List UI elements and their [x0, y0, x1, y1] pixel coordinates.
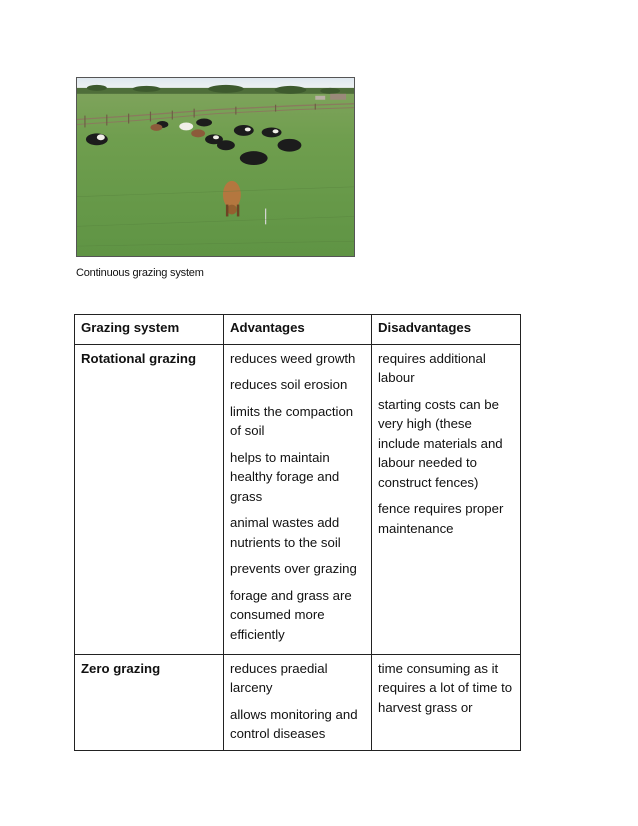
system-cell: Rotational grazing: [75, 344, 224, 654]
header-grazing-system: Grazing system: [75, 315, 224, 345]
figure-caption: Continuous grazing system: [76, 267, 204, 279]
advantage-item: helps to maintain healthy forage and grass: [230, 449, 340, 504]
advantage-item: reduces praedial larceny: [230, 660, 328, 695]
disadvantages-cell: [372, 344, 521, 654]
advantage-item: reduces weed growth: [230, 350, 356, 366]
advantage-item: allows monitoring and control diseases: [230, 706, 358, 741]
grazing-systems-table: [74, 314, 521, 751]
disadvantage-item: fence requires proper maintenance: [378, 501, 504, 536]
disadvantage-item: starting costs can be very high (these include materials and labour needed to construct fences): [378, 396, 503, 490]
table-row: [75, 344, 521, 654]
advantages-cell: [224, 654, 372, 750]
disadvantage-item: time consuming as it requires a lot of time to harvest grass or: [378, 660, 513, 715]
advantage-item: animal wastes add nutrients to the soil: [230, 515, 341, 550]
advantage-item: prevents over grazing: [230, 561, 357, 576]
header-disadvantages: Disadvantages: [372, 315, 521, 345]
advantages-cell: [224, 344, 372, 654]
pasture-cattle-photo: [76, 77, 355, 257]
table-header-row: [75, 315, 521, 345]
system-cell: Zero grazing: [75, 654, 224, 750]
disadvantage-item: requires additional labour: [378, 350, 486, 385]
pasture-with-grazing-cattle-photo: [77, 78, 354, 256]
disadvantages-cell: [372, 654, 521, 750]
advantage-item: reduces soil erosion: [230, 377, 348, 392]
advantage-item: limits the compaction of soil: [230, 403, 354, 438]
table-row: [75, 654, 521, 750]
header-advantages: Advantages: [224, 315, 372, 345]
advantage-item: forage and grass are consumed more efficiently: [230, 587, 352, 642]
